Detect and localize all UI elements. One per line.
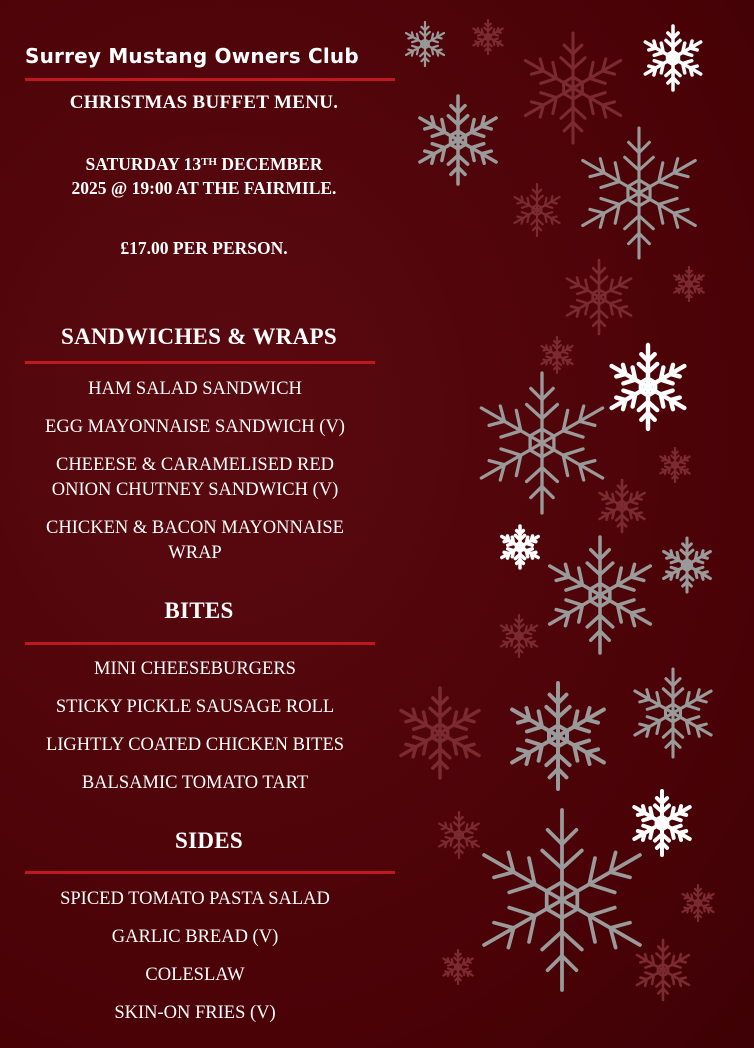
- section-title-sandwiches: SANDWICHES & WRAPS: [61, 324, 337, 349]
- snowflake-icon: [630, 669, 716, 757]
- menu-item: STICKY PICKLE SAUSAGE ROLL: [55, 697, 335, 717]
- snowflake-icon: [500, 526, 541, 568]
- menu-item: CHICKEN & BACON MAYONNAISE: [46, 518, 344, 538]
- menu-item: BALSAMIC TOMATO TART: [81, 773, 309, 793]
- divider: [25, 361, 375, 364]
- snowflake-icon: [396, 688, 484, 778]
- menu-title: CHRISTMAS BUFFET MENU.: [69, 92, 339, 113]
- menu-item: LIGHTLY COATED CHICKEN BITES: [45, 735, 345, 755]
- snowflake-icon: [512, 184, 563, 236]
- snowflake-icon: [563, 260, 635, 334]
- menu-item: SPICED TOMATO PASTA SALAD: [60, 889, 330, 909]
- snowflake-icon: [642, 26, 704, 90]
- menu-item: SKIN-ON FRIES (V): [114, 1003, 276, 1023]
- event-time-venue: 2025 @ 19:00 AT THE FAIRMILE.: [71, 178, 337, 198]
- divider: [25, 871, 395, 874]
- menu-item: EGG MAYONNAISE SANDWICH (V): [45, 417, 345, 437]
- event-date: SATURDAY 13TH DECEMBER: [85, 154, 323, 174]
- divider: [25, 78, 395, 81]
- snowflake-icon: [576, 128, 703, 258]
- snowflake-icon: [499, 615, 540, 657]
- section-title-sides: SIDES: [175, 828, 243, 853]
- menu-item: MINI CHEESEBURGERS: [94, 659, 296, 679]
- snowflake-icon: [597, 480, 648, 532]
- menu-item: COLESLAW: [145, 965, 245, 985]
- snowflake-icon: [658, 448, 691, 482]
- menu-item: HAM SALAD SANDWICH: [88, 379, 302, 399]
- snowflake-icon: [543, 537, 656, 653]
- snowflake-icon: [506, 683, 609, 789]
- snowflake-icon: [607, 345, 689, 429]
- menu-item: CHEEESE & CARAMELISED RED: [55, 455, 334, 475]
- menu-item-continued: WRAP: [168, 543, 222, 563]
- menu-item: GARLIC BREAD (V): [111, 927, 279, 947]
- snowflake-icon: [539, 337, 574, 373]
- snowflake-icon: [661, 538, 714, 592]
- snowflake-icon: [474, 373, 611, 513]
- club-name: Surrey Mustang Owners Club: [25, 44, 359, 68]
- snowflake-icon: [631, 791, 693, 855]
- snowflake-decoration: [395, 0, 754, 1048]
- snowflake-icon: [672, 267, 705, 301]
- snowflake-icon: [404, 22, 447, 66]
- snowflake-icon: [415, 96, 501, 184]
- section-title-bites: BITES: [164, 598, 234, 623]
- snowflake-icon: [519, 33, 626, 143]
- snowflake-icon: [634, 940, 693, 1000]
- snowflake-icon: [437, 812, 482, 858]
- menu-item-continued: ONION CHUTNEY SANDWICH (V): [51, 480, 339, 500]
- price: £17.00 PER PERSON.: [120, 238, 288, 258]
- snowflake-icon: [441, 950, 474, 984]
- snowflake-icon: [471, 20, 504, 54]
- divider: [25, 642, 375, 645]
- snowflake-icon: [474, 810, 650, 990]
- snowflake-icon: [680, 885, 715, 921]
